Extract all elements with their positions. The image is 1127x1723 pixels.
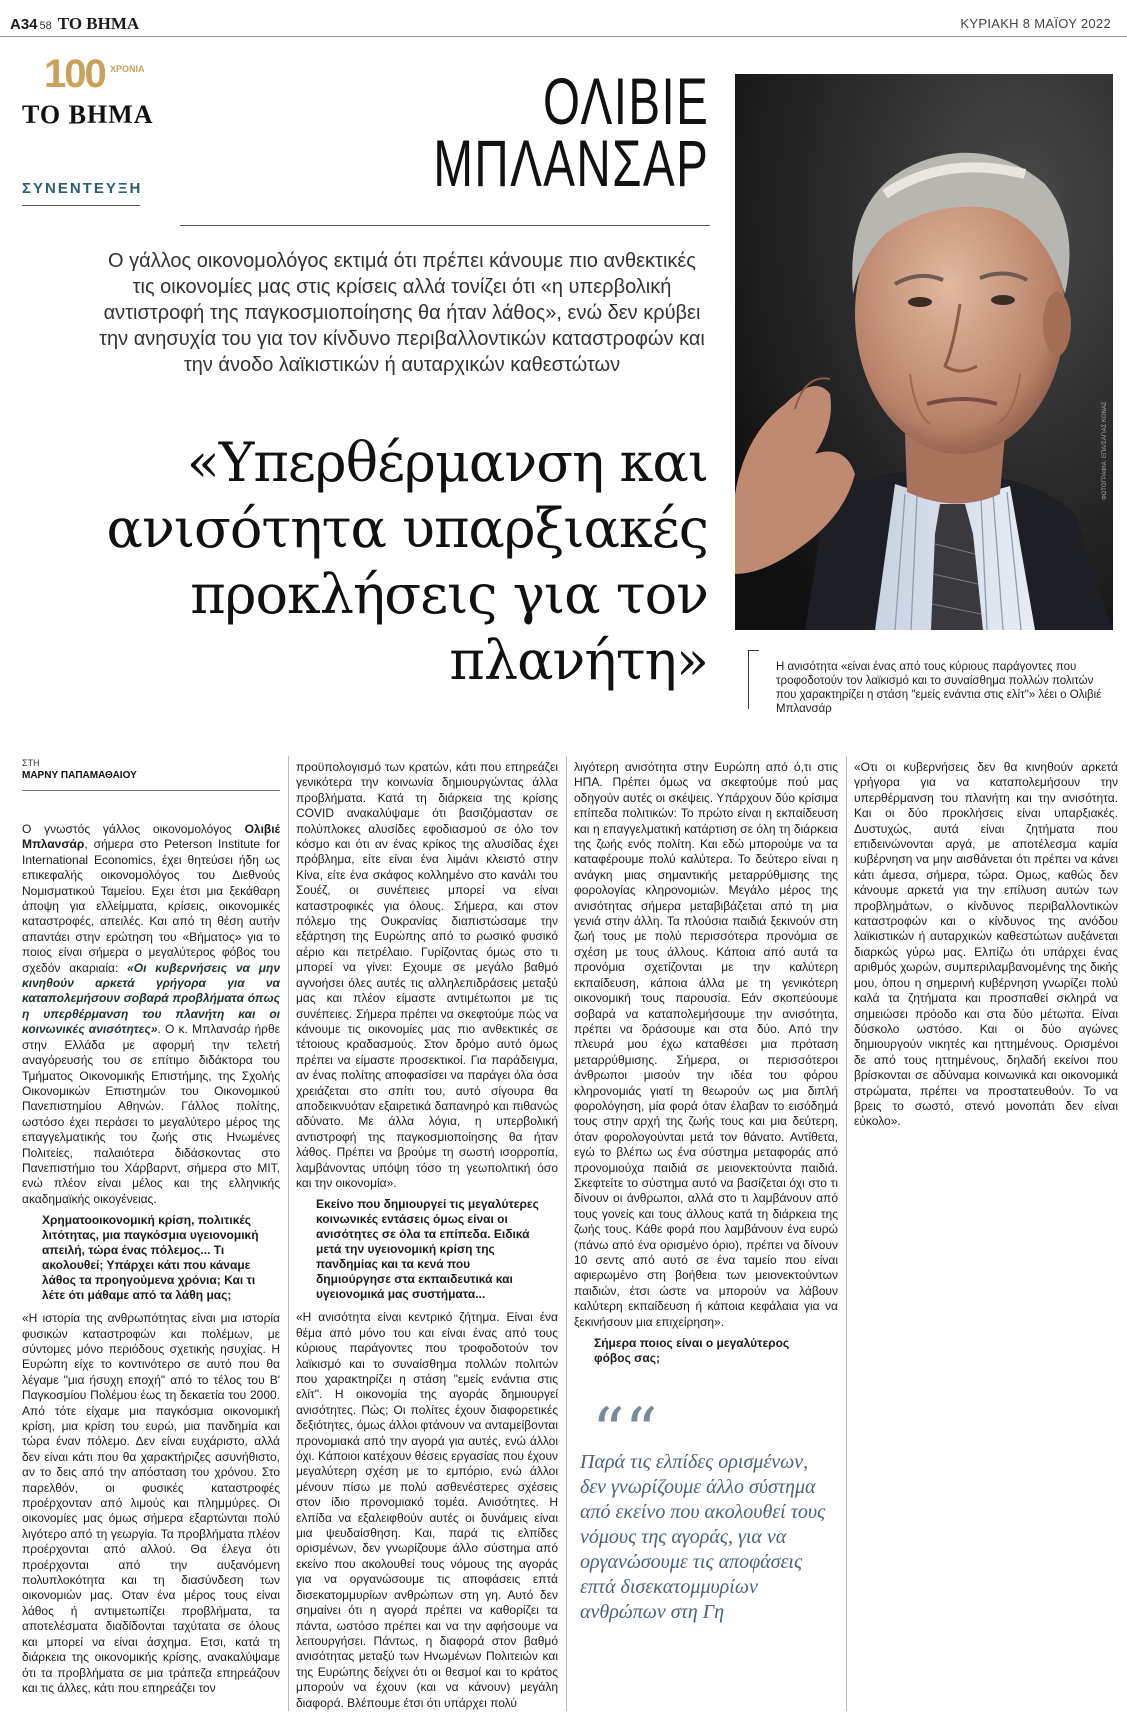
- byline-prefix: ΣΤΗ: [22, 758, 40, 768]
- interview-answer-continued: «Οτι οι κυβερνήσεις δεν θα κινηθούν αρκετά γρήγορα για να καταπολεμήσουν την υπερθέρμανση του πλανήτη και την ανισότητα. Και οι δύο προκλήσεις είναι υπαρξιακές. Δυστυχώς, αυτά είναι ζητήματα που επιδεινώνονται αργά, με αποτέλεσμα καμία κυβέρνηση να μην αισθάνεται ότι πρέπει να κάνει κάτι άμεσα, σήμερα, τώρα. Ομως, καθώς δεν κάνουμε αρκετά για την επίλυση αυτών των προβλημάτων, ο κίνδυνος περιβαλλοντικών καταστροφών και ο κίνδυνος της ανόδου λαϊκιστικών ή αυταρχικών καθεστώτων αυξάνεται διαρκώς γύρω μας. Ελπίζω ότι υπάρχει ένας αριθμός χωρών, συμπεριλαμβανομένης της δικής μου, όπου η σημερινή κυβέρνηση γνωρίζει πολύ καλά τα ζητήματα και προσπαθεί σκληρά να σημειώσει πρόοδο και στα δύο μέτωπα. Είναι δύσκολο ωστόσο. Και οι δύο αγώνες δημιουργούν νικητές και ηττημένους. Ορισμένοι δε από τους ηττημένους, δηλαδή εκείνοι που βρίσκονται σε αδύναμα κοινωνικά και οικονομικά στρώματα, πρέπει να προστατευθούν. Το να βρεις το σωστό, στενό μονοπάτι δεν είναι εύκολο».: [854, 760, 1118, 1129]
- quote-marks-icon: ““: [592, 1395, 658, 1469]
- interviewee-last-name: ΜΠΛΑΝΣΑΡ: [433, 126, 709, 200]
- portrait-illustration: [735, 74, 1113, 630]
- pull-quote: Παρά τις ελπίδες ορισμένων, δεν γνωρίζουμε άλλο σύστημα από εκείνο που ακολουθεί τους νόμους της αγοράς, για να οργανώσουμε τις αποφάσεις επτά δισεκατομμυρίων ανθρώπων στη Γη: [580, 1451, 826, 1623]
- interview-answer: «Η ιστορία της ανθρωπότητας είναι μια ιστορία φυσικών καταστροφών και πολέμων, με σύντομες μόνο περιόδους σχετικής ησυχίας. Η Ευρώπη είχε το κοντινότερο σε αυτό που θα λέγαμε "μια ήσυχη εποχή" από το τέλος του Β' Παγκοσμίου Πολέμου έως τη δεκαετία του 2000. Από τότε είχαμε μια παγκόσμια οικονομική κρίση, μια κρίση του ευρώ, μια πανδημία και τώρα έναν πόλεμο. Δεν είναι ευχάριστο, αλλά δεν είναι κάτι που θα χαρακτήριζες ασυνήθιστο, αν το δεις από την απόσταση του χρόνου. Στο παρελθόν, οι φυσικές καταστροφές προέρχονταν από λιμούς και πλημμύρες. Οι οικονομίες μας όμως σήμερα εξαρτώνται πολύ λιγότερο από τη γεωργία. Τα προβλήματα πλέον προέρχονται από αλλού. Θα έλεγα ότι προέρχονται από την αυξανόμενη πολυπλοκότητα και τη διασύνδεση των οικονομιών μας. Οταν ένα μέρος τους είναι λάθος ή αντιμετωπίζει προβλήματα, τα αποτελέσματα διαδίδονται ταχύτατα σε όλους και μπορεί να είναι άσχημα. Ετσι, κατά τη διάρκεια της οικονομικής κρίσης, ανακαλύψαμε ότι τα προβλήματα σε μια τράπεζα επηρεάζουν και τις άλλες, κάτι που επηρεάζει τον: [22, 1311, 280, 1695]
- body-column-3: [574, 760, 838, 1374]
- byline-author: ΜΑΡΝΥ ΠΑΠΑΜΑΘΑΙΟΥ: [22, 770, 137, 781]
- interview-answer: «Η ανισότητα είναι κεντρικό ζήτημα. Είναι ένα θέμα από μόνο του και είναι ένας από τους κύριους παράγοντες που τροφοδοτούν τον λαϊκισμό και το συναίσθημα πολλών πολιτών που χαρακτηρίζει η στάση "εμείς ενάντια στις ελίτ". Η οικονομία της αγοράς δημιουργεί ανισότητες. Πώς; Οι πολίτες έχουν διαφορετικές δεξιότητες, όμως άλλοι φτάνουν να ανταμείβονται προνομιακά από την αγορά για αυτές, ενώ άλλοι όχι. Κάποιοι κατέχουν θέσεις εργασίας που έχουν μεγαλύτερη σχέση με το εμπόριο, ενώ άλλοι μένουν πίσω με πολύ ασθενέστερες σχέσεις στον ίδιο προνομιακό τομέα. Ανισότητες. Η ελπίδα να εξαλειφθούν αυτές οι δυνάμεις είναι μια ψευδαίσθηση. Και, παρά τις ελπίδες ορισμένων, δεν γνωρίζουμε άλλο σύστημα από εκείνο που ακολουθεί τους νόμους της αγοράς για να οργανώσουμε τις αποφάσεις επτά δισεκατομμυρίων ανθρώπων στη γη. Αυτό δεν σημαίνει ότι η αγορά πρέπει να καθορίζει τα πάντα, ωστόσο πρέπει και να την αφήσουμε να λειτουργήσει. Πάντως, η διαφορά στον βαθμό ανισότητας μεταξύ των Ηνωμένων Πολιτειών και της Ευρώπης δείχνει ότι οι θεσμοί και το κράτος μπορούν να έχουν (και να κάνουν) μεγάλη διαφορά. Βλέπουμε έτσι ότι υπάρχει πολύ: [296, 1310, 558, 1710]
- column-divider: [566, 756, 567, 1711]
- article-headline: «Υπερθέρμανση και ανισότητα υπαρξιακές προκλήσεις για τον πλανήτη»: [106, 431, 708, 692]
- section-divider: [22, 205, 140, 206]
- interviewee-name: [433, 64, 709, 200]
- interview-answer: Ο γνωστός γάλλος οικονομολόγος Ολιβιέ Μπλανσάρ, σήμερα στο Peterson Institute for International Economics, έχει θητεύσει ήδη ως επικεφαλής οικονομολόγος του Διεθνούς Νομισματικού Ταμείου. Εχει έτσι μια ξεκάθαρη άποψη για ελλείμματα, κρίσεις, οικονομικές καταστροφές, απειλές. Και από τη θέση αυτήν απαντάει στην ερώτηση του «Βήματος» για το ποιος είναι σήμερα ο μεγαλύτερος φόβος του σχεδόν ακαριαία: «Οι κυβερνήσεις να μην κινηθούν αρκετά γρήγορα για να καταπολεμήσουν σοβαρά προβλήματα όπως η υπερθέρμανση του πλανήτη και οι κοινωνικές ανισότητες». Ο κ. Μπλανσάρ ήρθε στην Ελλάδα με αφορμή την τελετή αναγόρευσής του σε επίτιμο διδάκτορα του Τμήματος Οικονομικής Επιστήμης, της Σχολής Οικονομικών Επιστημών του Οικονομικού Πανεπιστημίου Αθηνών. Γάλλος πολίτης, ωστόσο έχει περάσει το μεγαλύτερο μέρος της επαγγελματικής του ζωής στις Ηνωμένες Πολιτείες, παλαιότερα διδάσκοντας στο Πανεπιστήμιο του Χάρβαρντ, σήμερα στο ΜΙΤ, ενώ πλέον είναι μέλος και της ελληνικής ακαδημαϊκής οικογένειας.: [22, 822, 280, 1206]
- anniversary-logo: [22, 54, 162, 130]
- interview-question: Εκείνο που δημιουργεί τις μεγαλύτερες κοινωνικές εντάσεις όμως είναι οι ανισότητες σε όλα τα επίπεδα. Ειδικά μετά την υγειονομική κρίση της πανδημίας και τα κενά που δημιούργησε στα εκπαιδευτικά και υγειονομικά μας συστήματα...: [316, 1197, 539, 1302]
- logo-hundred: 100: [44, 52, 105, 96]
- logo-paper-name: ΤΟ ΒΗΜΑ: [22, 100, 154, 129]
- interview-question: Σήμερα ποιος είναι ο μεγαλύτερος φόβος σας;: [594, 1336, 790, 1366]
- photo-caption: Η ανισότητα «είναι ένας από τους κύριους παράγοντες που τροφοδοτούν τον λαϊκισμό και το συναίσθημα πολλών πολιτών που χαρακτηρίζει η στάση "εμείς ενάντια στις ελίτ"» λέει ο Ολιβιέ Μπλανσάρ: [776, 661, 1102, 715]
- body-column-1: [22, 822, 280, 1696]
- name-divider: [180, 225, 710, 226]
- paper-name: TO BHMA: [57, 14, 140, 33]
- interview-answer-continued: λιγότερη ανισότητα στην Ευρώπη από ό,τι στις ΗΠΑ. Πρέπει όμως να σκεφτούμε πού μας οδηγούν αυτές οι σκέψεις. Υπάρχουν δύο κρίσιμα επίπεδα πολιτικών: Το πρώτο είναι η εκπαίδευση και η επαγγελματική κατάρτιση σε όλη τη διάρκεια της ζωής ενός πολίτη. Και εδώ μπορούμε να τα καταφέρουμε πολύ καλύτερα. Το δεύτερο είναι η ανάγκη μιας σημαντικής μεταρρύθμισης της φορολογίας κληρονομιών. Μεγάλο μέρος της ανισότητας σήμερα μεταβιβάζεται από τη μια γενιά στην άλλη. Τα πλούσια παιδιά ξεκινούν στη ζωή τους με πολύ περισσότερα προνόμια σε σχέση με τους άλλους. Κάποια από αυτά τα προνόμια σχετίζονται με την καλύτερη εκπαίδευση, κάποια άλλα με τη γενικότερη οικονομική τους παρουσία. Εάν σκοπεύουμε σοβαρά να καταπολεμήσουμε την ανισότητα, πρέπει να δράσουμε και στα δύο. Από την πλευρά μου έχω καταθέσει μια πρόταση μεταρρύθμισης. Σήμερα, οι περισσότεροι άνθρωποι μισούν την ιδέα του φόρου κληρονομιάς γιατί τη θεωρούν ως μια διπλή φορολόγηση, μία φορά όταν έλαβαν το εισόδημά τους στην αρχή της ζωής τους και μια δεύτερη, όταν φορολογούνται μετά τον θάνατο. Αντίθετα, εγώ το βλέπω ως ένα σύστημα μεταφοράς από προνομιούχα παιδιά σε μειονεκτούντα παιδιά. Σκεφτείτε το σύστημα αυτό να βασίζεται όχι στο τι δίνουν οι άνθρωποι, αλλά στο τι λαμβάνουν από τους γονείς και τους άλλους κατά τη διάρκεια της ζωής τους. Κάθε φορά που λαμβάνουν ένα ευρώ (πάνω από ένα ορισμένο όριο), πρέπει να δίνουν 10 σεντς από αυτό σε ένα ταμείο που είναι αφιερωμένο στη βοήθεια των μειονεκτούντων παιδιών, έτσι ώστε να μπορούν να λάβουν καλύτερη εκπαίδευση ή κάποια κεφάλαια για να ξεκινήσουν μια επιχείρηση».: [574, 760, 838, 1329]
- page-number: A34: [10, 16, 38, 33]
- byline-divider: [22, 790, 280, 791]
- section-label: ΣΥΝΕΝΤΕΥΞΗ: [22, 180, 143, 197]
- photo-credit: ΦΩΤΟΓΡΑΦΙΑ: ΕΠΑ/ΣΑΓΙΑΣ ΚΟΝΑΣ: [1102, 401, 1108, 500]
- body-column-4: [854, 760, 1118, 1130]
- column-divider: [846, 756, 847, 1711]
- caption-bracket: [748, 650, 759, 709]
- logo-xronia: ΧΡΟΝΙΑ: [110, 64, 145, 74]
- header-divider: [0, 36, 1127, 37]
- interview-question: Χρηματοοικονομική κρίση, πολιτικές λιτότητας, μια παγκόσμια υγειονομική απειλή, τώρα ένας πόλεμος... Τι ακολουθεί; Υπάρχει κάτι που κάναμε λάθος τα προηγούμενα χρόνια; Και τι λέτε ότι μάθαμε από τα λάθη μας;: [42, 1213, 259, 1303]
- issue-date: ΚΥΡΙΑΚΗ 8 ΜΑΪΟΥ 2022: [960, 16, 1111, 31]
- body-column-2: [296, 760, 558, 1711]
- page-header-left: [10, 14, 139, 34]
- interview-answer-continued: προϋπολογισμό των κρατών, κάτι που επηρεάζει γενικότερα την κοινωνία δημιουργώντας άλλα προβλήματα. Κατά τη διάρκεια της κρίσης COVID ανακαλύψαμε ότι βασιζόμασταν σε πολύπλοκες αλυσίδες εφοδιασμού σε όλο τον κόσμο και ότι αν ένας κρίκος της αλυσίδας έχει πρόβλημα, είτε είναι ένα λιμάνι κλειστό στην Κίνα, είτε ένα σκάφος κολλημένο στο κανάλι του Σουέζ, οι συνέπειες μπορεί να είναι καταστροφικές για όλους. Σήμερα, και στον πόλεμο της Ουκρανίας διαπιστώσαμε την εξάρτηση της Ευρώπης από το ρωσικό φυσικό αέριο και πετρέλαιο. Γυρίζοντας όμως στο τι μπορεί να γίνει: Εχουμε σε μεγάλο βαθμό αγνοήσει όλες αυτές τις αλληλεπιδράσεις μεταξύ μας και πλέον είμαστε αντιμέτωποι με τις συνέπειες. Σήμερα πρέπει να σκεφτούμε πώς να κάνουμε τις οικονομίες μας πιο ανθεκτικές σε τέτοιους κραδασμούς. Στον δρόμο αυτό όμως πρέπει να είμαστε προσεκτικοί. Για παράδειγμα, αν ένας πολίτης αποφασίσει να παράγει όλα όσα χρειάζεται στο σπίτι του, αυτό σίγουρα θα αποδεικνυόταν εξαιρετικά δαπανηρό και πιθανώς αδύνατο. Με άλλα λόγια, η υπερβολική αντιστροφή της παγκοσμιοποίησης θα ήταν λάθος. Πρέπει να βρούμε τη σωστή ισορροπία, λαμβάνοντας υπόψη τόσο τη γεωπολιτική όσο και την οικονομία».: [296, 760, 558, 1190]
- page-number-small: 58: [39, 20, 52, 32]
- article-lede: Ο γάλλος οικονομολόγος εκτιμά ότι πρέπει κάνουμε πιο ανθεκτικές τις οικονομίες μας στις κρίσεις αλλά τονίζει ότι «η υπερβολική αντιστροφή της παγκοσμιοποίησης θα ήταν λάθος», ενώ δεν κρύβει την ανησυχία του για τον κίνδυνο περιβαλλοντικών καταστροφών και την άνοδο λαϊκιστικών ή αυταρχικών καθεστώτων: [99, 250, 705, 376]
- portrait-photo: [735, 74, 1113, 630]
- interviewee-first-name: ΟΛΙΒΙΕ: [542, 64, 709, 138]
- column-divider: [288, 756, 289, 1711]
